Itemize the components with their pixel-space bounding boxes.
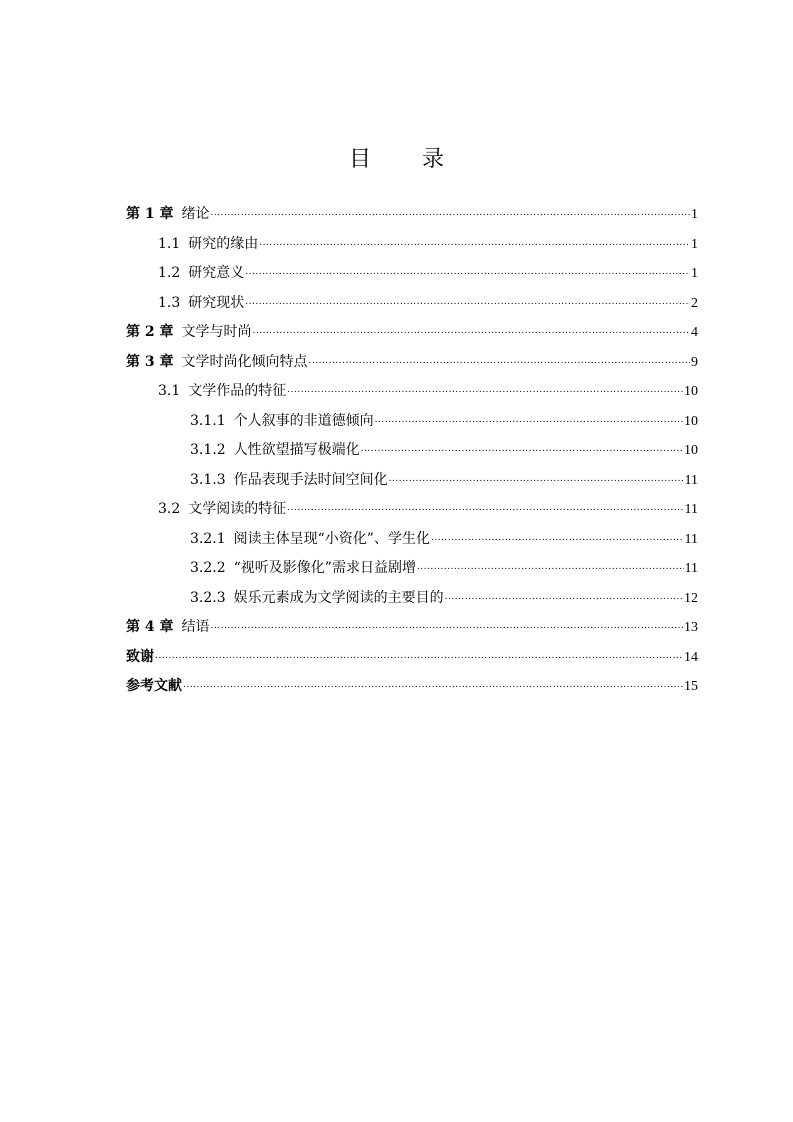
table-of-contents (126, 200, 698, 702)
page-title: 目 录 (349, 147, 466, 172)
toc-entry-label (158, 289, 244, 319)
toc-entry-3-1-1[interactable] (126, 407, 698, 437)
toc-entry-page: 2 (691, 295, 698, 311)
toc-entry-number: 3.1.1 (190, 412, 226, 429)
toc-entry-1-2[interactable] (126, 259, 698, 289)
dot-leader (445, 583, 683, 613)
toc-entry-1-1[interactable] (126, 230, 698, 260)
toc-entry-page: 11 (684, 561, 698, 576)
toc-entry-text: 文学阅读的特征 (188, 501, 287, 517)
toc-entry-number: 3.2.3 (190, 589, 226, 606)
toc-entry-text: 研究意义 (188, 265, 245, 281)
toc-entry-text: 阅读主体呈现“小资化”、学生化 (233, 530, 430, 547)
toc-entry-page: 9 (691, 354, 698, 370)
toc-entry-number: 第 1 章 (126, 206, 174, 222)
dot-leader (211, 199, 691, 229)
toc-entry-3-2[interactable] (126, 495, 698, 525)
toc-entry-label (190, 525, 430, 555)
toc-entry-page: 10 (684, 413, 698, 429)
toc-entry-text: 文学作品的特征 (188, 383, 287, 399)
toc-entry-text: 人性欲望描写极端化 (233, 442, 360, 458)
dot-leader (389, 465, 684, 495)
toc-entry-page: 1 (691, 236, 698, 252)
toc-entry-references[interactable] (126, 672, 698, 702)
dot-leader (155, 642, 683, 672)
toc-entry-chapter-2[interactable] (126, 318, 698, 348)
toc-entry-page: 4 (691, 325, 698, 340)
toc-entry-page: 10 (684, 443, 698, 458)
dot-leader (259, 229, 690, 259)
dot-leader (287, 376, 683, 406)
toc-entry-1-3[interactable] (126, 289, 698, 319)
toc-entry-number: 第 3 章 (126, 353, 174, 370)
dot-leader (417, 553, 684, 583)
toc-entry-label (158, 230, 258, 260)
toc-entry-label (158, 495, 286, 525)
toc-entry-label (190, 466, 388, 496)
toc-entry-text: 绪论 (181, 206, 210, 222)
toc-entry-number: 3.2 (158, 501, 181, 517)
toc-entry-3-1-3[interactable] (126, 466, 698, 496)
toc-entry-label (126, 200, 210, 230)
toc-entry-text: 作品表现手法时间空间化 (233, 471, 388, 488)
toc-entry-number: 3.1.3 (190, 471, 226, 488)
toc-entry-text: 娱乐元素成为文学阅读的主要目的 (233, 589, 444, 606)
toc-entry-text: 结语 (181, 619, 210, 635)
toc-entry-number: 1.2 (158, 265, 181, 281)
toc-entry-text: 研究的缘由 (188, 235, 259, 252)
toc-entry-label (158, 377, 286, 407)
toc-entry-label (126, 318, 252, 348)
toc-entry-3-2-1[interactable] (126, 525, 698, 555)
dot-leader (375, 406, 683, 436)
toc-entry-number: 3.2.1 (190, 530, 226, 547)
dot-leader (211, 612, 684, 642)
toc-entry-text: 研究现状 (188, 294, 245, 311)
toc-entry-chapter-1[interactable] (126, 200, 698, 230)
toc-entry-text: 致谢 (126, 648, 154, 665)
toc-entry-text: “视听及影像化”需求日益剧增 (233, 560, 416, 576)
toc-entry-label (126, 348, 308, 378)
toc-entry-text: 个人叙事的非道德倾向 (233, 412, 374, 429)
dot-leader (183, 671, 683, 701)
toc-entry-number: 1.1 (158, 235, 181, 252)
toc-entry-page: 13 (684, 620, 698, 635)
toc-entry-3-2-3[interactable] (126, 584, 698, 614)
toc-entry-page: 1 (691, 266, 698, 281)
toc-entry-label (190, 584, 444, 614)
toc-entry-number: 第 4 章 (126, 619, 174, 635)
toc-entry-label (190, 407, 374, 437)
toc-entry-page: 11 (684, 502, 698, 517)
dot-leader (431, 524, 684, 554)
dot-leader (245, 258, 690, 288)
dot-leader (309, 347, 691, 377)
toc-entry-3-1[interactable] (126, 377, 698, 407)
toc-entry-page: 12 (684, 590, 698, 606)
dot-leader (287, 494, 683, 524)
toc-entry-3-2-2[interactable] (126, 554, 698, 584)
toc-entry-label (190, 554, 416, 584)
toc-entry-chapter-4[interactable] (126, 613, 698, 643)
toc-entry-number: 1.3 (158, 294, 181, 311)
toc-entry-acknowledgements[interactable] (126, 643, 698, 673)
toc-entry-page: 1 (691, 207, 698, 222)
toc-entry-page: 10 (684, 384, 698, 399)
toc-entry-label (158, 259, 244, 289)
dot-leader (361, 435, 683, 465)
toc-entry-page: 15 (684, 679, 698, 694)
toc-entry-text: 文学与时尚 (181, 324, 252, 340)
toc-entry-number: 3.1.2 (190, 442, 226, 458)
dot-leader (245, 288, 690, 318)
toc-entry-number: 3.2.2 (190, 560, 226, 576)
toc-entry-chapter-3[interactable] (126, 348, 698, 378)
toc-entry-number: 第 2 章 (126, 324, 174, 340)
toc-entry-label (126, 613, 210, 643)
toc-entry-page: 11 (684, 531, 698, 547)
dot-leader (253, 317, 691, 347)
toc-entry-text: 参考文献 (126, 678, 182, 694)
toc-entry-page: 11 (684, 472, 698, 488)
toc-entry-3-1-2[interactable] (126, 436, 698, 466)
toc-entry-label (190, 436, 360, 466)
toc-entry-number: 3.1 (158, 383, 181, 399)
toc-entry-text: 文学时尚化倾向特点 (181, 353, 308, 370)
toc-entry-page: 14 (684, 649, 698, 665)
